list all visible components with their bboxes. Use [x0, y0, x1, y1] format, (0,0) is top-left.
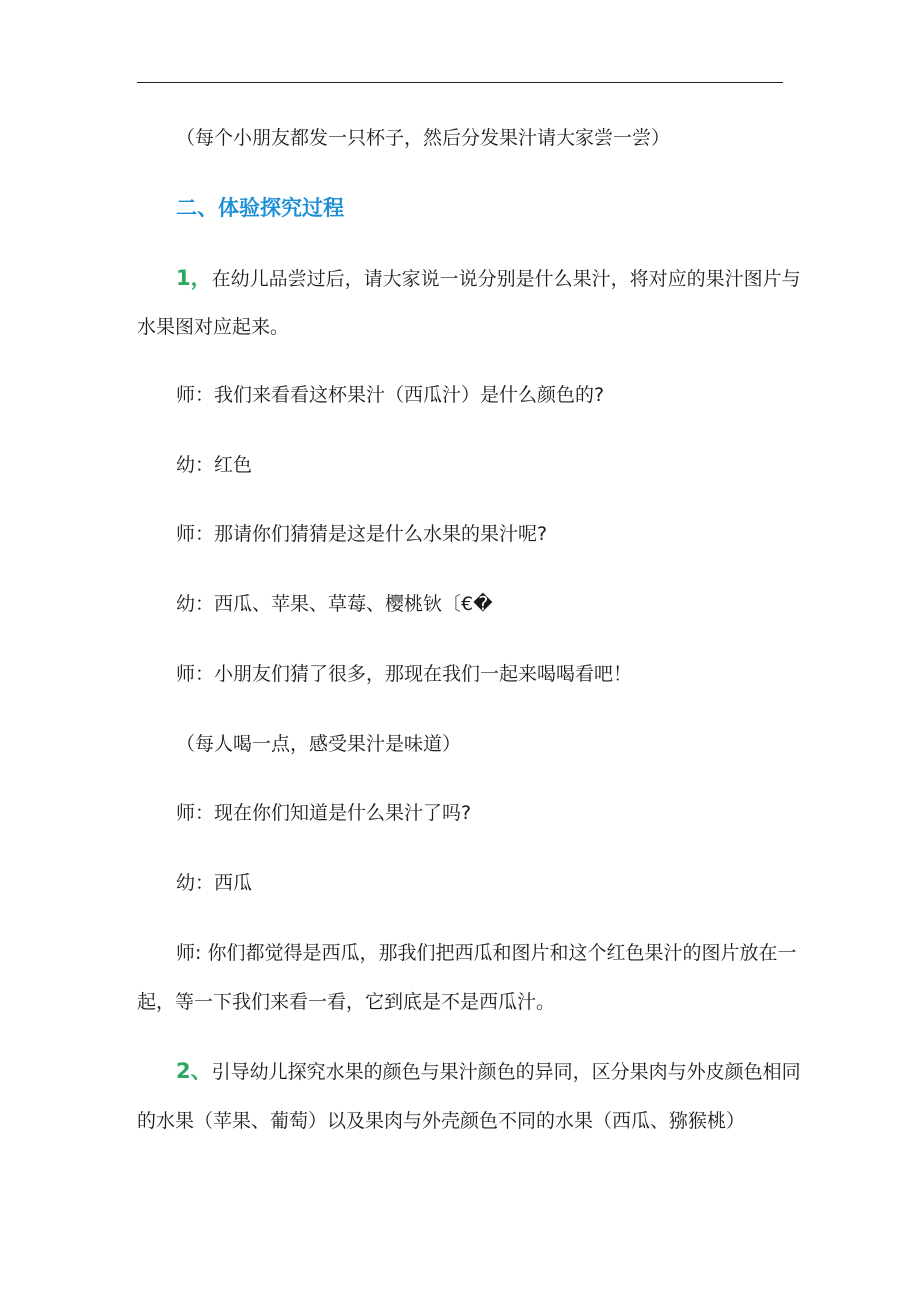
- dialogue-line-8: 幼：西瓜: [176, 872, 253, 894]
- dialogue-line-4: 幼：西瓜、苹果、草莓、樱桃钬〔€�: [176, 593, 493, 615]
- item1-number: 1，: [176, 266, 212, 290]
- item2-number: 2、: [176, 1059, 212, 1083]
- dialogue-line-6: （每人喝一点，感受果汁是味道）: [176, 733, 462, 755]
- item1-line1: [176, 265, 801, 292]
- dialogue-line-9b: 起，等一下我们来看一看，它到底是不是西瓜汁。: [137, 991, 556, 1013]
- dialogue-line-2: 幼：红色: [176, 454, 253, 476]
- section-heading: 二、体验探究过程: [176, 196, 344, 220]
- header-rule: [137, 82, 783, 83]
- dialogue-line-1: 师：我们来看看这杯果汁（西瓜汁）是什么颜色的?: [176, 384, 605, 406]
- dialogue-line-3: 师：那请你们猜猜是这是什么水果的果汁呢?: [176, 523, 548, 545]
- dialogue-line-5: 师：小朋友们猜了很多，那现在我们一起来喝喝看吧！: [176, 663, 633, 685]
- item1-text: 在幼儿品尝过后，请大家说一说分别是什么果汁，将对应的果汁图片与: [211, 268, 801, 290]
- item2-line1: [176, 1058, 801, 1085]
- item2-text: 引导幼儿探究水果的颜色与果汁颜色的异同，区分果肉与外皮颜色相同: [211, 1061, 801, 1083]
- dialogue-line-9a: 师: 你们都觉得是西瓜，那我们把西瓜和图片和这个红色果汁的图片放在一: [176, 942, 797, 964]
- item1-line2: 水果图对应起来。: [137, 316, 290, 338]
- dialogue-line-7: 师：现在你们知道是什么果汁了吗?: [176, 802, 472, 824]
- paragraph-cup-instruction: （每个小朋友都发一只杯子，然后分发果汁请大家尝一尝）: [176, 127, 671, 149]
- item2-line2: 的水果（苹果、葡萄）以及果肉与外壳颜色不同的水果（西瓜、猕猴桃）: [137, 1110, 746, 1132]
